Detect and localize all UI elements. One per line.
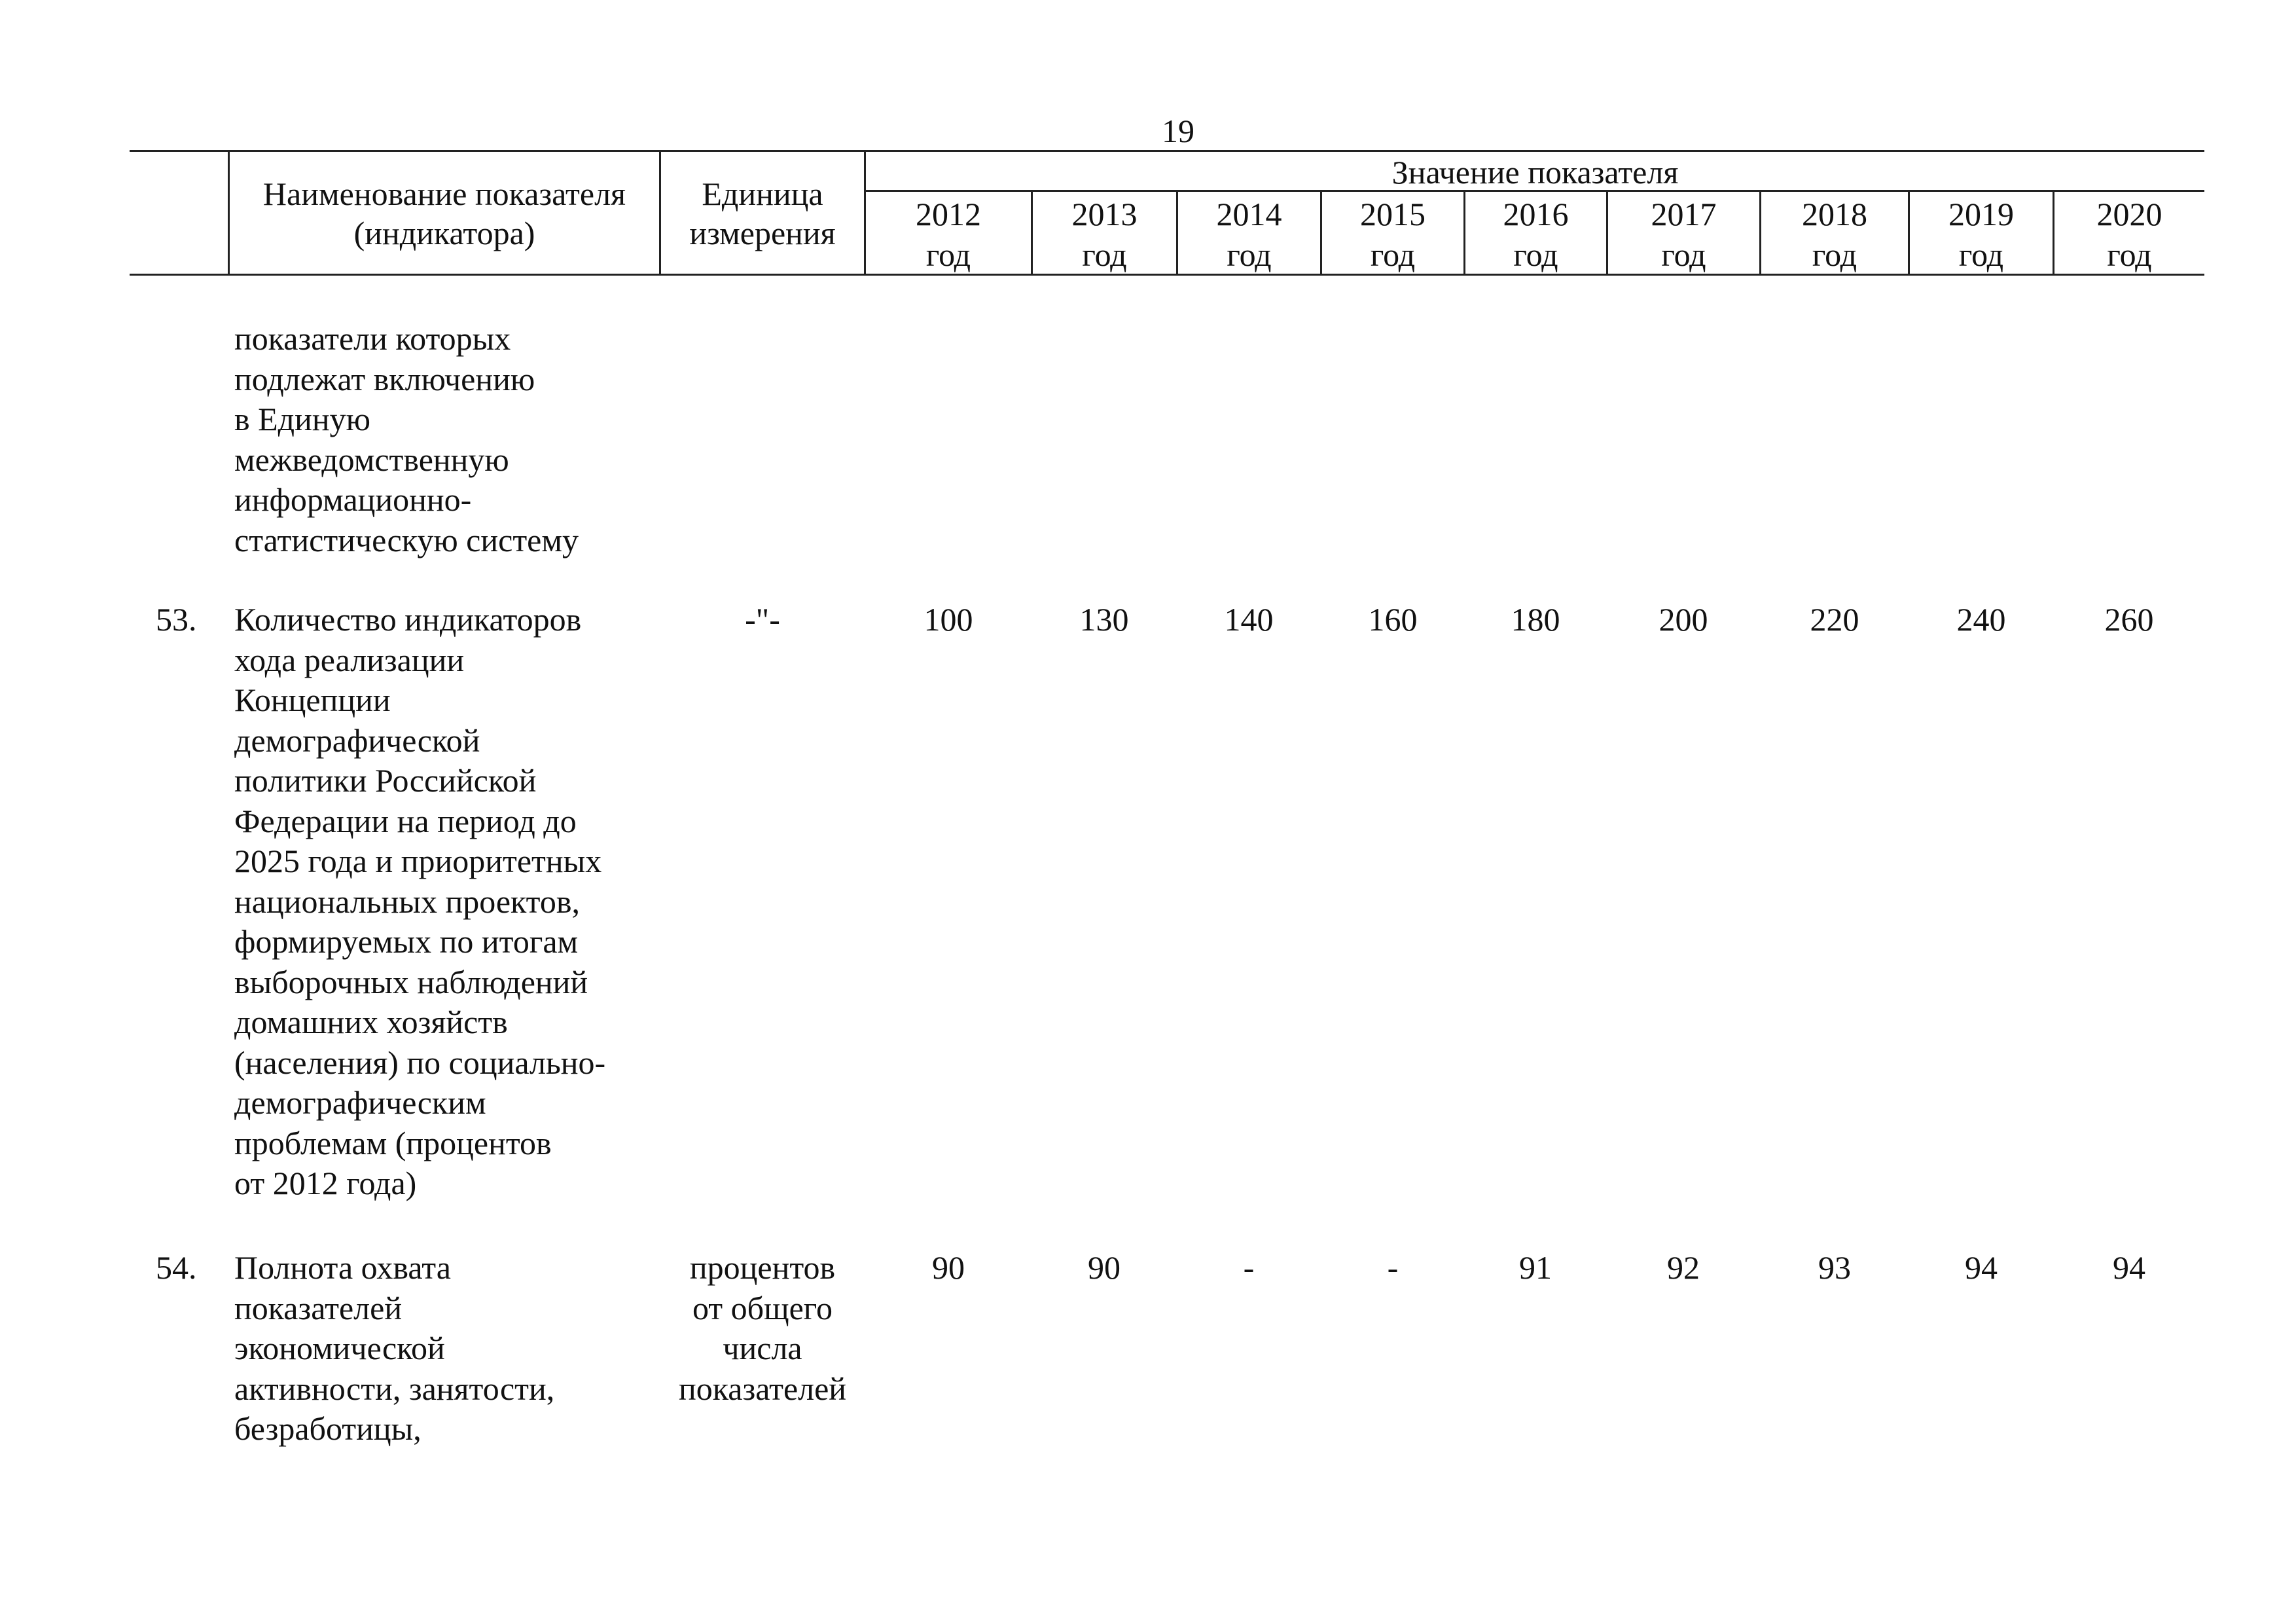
header-year-2020	[2054, 194, 2204, 275]
value-2012: 100	[924, 601, 973, 638]
header-indicator-name-line1: Наименование показателя	[262, 175, 626, 212]
value-2017: 200	[1659, 601, 1708, 638]
header-year-label: год	[1227, 236, 1272, 273]
value-2016: 180	[1511, 601, 1560, 638]
indicator-name-line: 2025 года и приоритетных	[234, 843, 602, 879]
table-row	[234, 319, 579, 560]
value-2013: 130	[1079, 601, 1129, 638]
header-year-value: 2018	[1802, 196, 1867, 232]
header-year-label: год	[1082, 236, 1127, 273]
indicator-name-line: формируемых по итогам	[234, 923, 579, 960]
header-year-label: год	[1661, 236, 1706, 273]
value-2017: 92	[1667, 1249, 1700, 1286]
header-year-value: 2012	[916, 196, 981, 232]
indicator-name-line: Концепции	[234, 682, 391, 718]
header-year-value: 2020	[2096, 196, 2162, 232]
indicator-name-line: межведомственную	[234, 441, 509, 478]
value-2019: 94	[1965, 1249, 1998, 1286]
header-year-2016	[1465, 194, 1606, 275]
header-year-label: год	[925, 236, 971, 273]
value-2014: -	[1243, 1249, 1255, 1286]
header-year-value: 2017	[1651, 196, 1717, 232]
header-year-2017	[1608, 194, 1759, 275]
header-year-2018	[1761, 194, 1908, 275]
header-year-2015	[1322, 194, 1463, 275]
row-number: 54.	[156, 1249, 197, 1286]
indicator-name-line: проблемам (процентов	[234, 1124, 552, 1161]
header-indicator-name-line2: (индикатора)	[353, 215, 535, 251]
value-2012: 90	[932, 1249, 965, 1286]
indicator-name-line: политики Российской	[234, 762, 537, 799]
indicator-name-line: (населения) по социально-	[234, 1044, 606, 1081]
header-year-label: год	[1958, 236, 2004, 273]
unit-cell	[661, 1248, 864, 1409]
indicator-name-line: статистическую систему	[234, 521, 579, 558]
indicator-name-line: подлежат включению	[234, 360, 535, 397]
header-year-2014	[1178, 194, 1320, 275]
indicator-name-line: национальных проектов,	[234, 883, 580, 920]
value-2020: 260	[2104, 601, 2154, 638]
unit-line: -"-	[745, 601, 780, 638]
unit-line: процентов	[689, 1249, 836, 1286]
value-2019: 240	[1956, 601, 2006, 638]
header-year-value: 2019	[1948, 196, 2014, 232]
indicator-name-line: показатели которых	[234, 320, 511, 357]
value-2013: 90	[1088, 1249, 1121, 1286]
indicator-name-line: хода реализации	[234, 641, 465, 678]
indicator-name-line: Федерации на период до	[234, 802, 577, 839]
unit-cell	[661, 600, 864, 640]
header-year-value: 2015	[1360, 196, 1426, 232]
indicator-name-line: в Единую	[234, 401, 370, 437]
value-2020: 94	[2113, 1249, 2145, 1286]
header-year-label: год	[1812, 236, 1857, 273]
header-year-value: 2016	[1503, 196, 1569, 232]
indicator-name-line: информационно-	[234, 481, 472, 518]
indicator-name-line: демографическим	[234, 1084, 486, 1121]
indicator-name	[234, 600, 605, 1204]
indicator-name-line: выборочных наблюдений	[234, 963, 588, 1000]
header-year-label: год	[1513, 236, 1558, 273]
indicator-name-line: показателей	[234, 1289, 403, 1326]
indicator-name-line: от 2012 года)	[234, 1165, 417, 1201]
header-year-value: 2014	[1216, 196, 1282, 232]
row-number: 53.	[156, 601, 197, 638]
indicator-name-line: активности, занятости,	[234, 1370, 555, 1407]
header-year-2012	[866, 194, 1031, 275]
page-number: 19	[1162, 113, 1194, 149]
unit-line: от общего	[692, 1289, 833, 1326]
value-2015: -	[1387, 1249, 1399, 1286]
indicator-name	[234, 1248, 554, 1450]
header-unit-line2: измерения	[689, 215, 836, 251]
indicator-name-line: домашних хозяйств	[234, 1004, 508, 1040]
indicator-name-line: демографической	[234, 721, 480, 759]
header-unit-line1: Единица	[702, 175, 823, 212]
table-top-rule	[130, 150, 2204, 152]
header-indicator-name	[230, 174, 659, 253]
indicator-name-line: Полнота охвата	[234, 1249, 451, 1286]
unit-line: числа	[723, 1330, 802, 1366]
indicator-name-line: безработицы,	[234, 1410, 422, 1447]
value-2014: 140	[1224, 601, 1274, 638]
header-year-label: год	[1370, 236, 1416, 273]
header-value-group: Значение показателя	[1391, 154, 1679, 191]
value-2016: 91	[1519, 1249, 1552, 1286]
indicator-name-line: экономической	[234, 1330, 445, 1366]
indicator-name-line: Количество индикаторов	[234, 601, 582, 638]
unit-line: показателей	[678, 1370, 847, 1407]
header-unit	[661, 174, 864, 253]
header-year-value: 2013	[1071, 196, 1138, 232]
value-2015: 160	[1368, 601, 1418, 638]
value-2018: 220	[1810, 601, 1859, 638]
header-year-2013	[1033, 194, 1176, 275]
value-2018: 93	[1818, 1249, 1851, 1286]
header-year-label: год	[2107, 236, 2152, 273]
header-year-2019	[1910, 194, 2053, 275]
